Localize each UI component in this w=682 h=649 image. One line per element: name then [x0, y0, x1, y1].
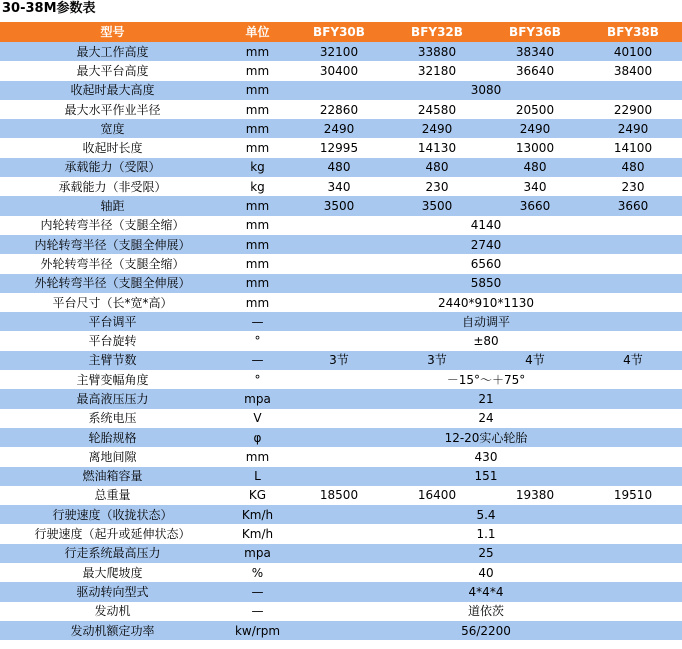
row-label: 内轮转弯半径（支腿全伸展） — [0, 235, 225, 254]
row-label: 最大工作高度 — [0, 42, 225, 61]
row-label: 内轮转弯半径（支腿全缩） — [0, 216, 225, 235]
table-row — [0, 505, 682, 524]
row-value: 230 — [388, 177, 486, 196]
row-value: 18500 — [290, 486, 388, 505]
row-label: 行走系统最高压力 — [0, 544, 225, 563]
table-row — [0, 409, 682, 428]
row-value-span: 151 — [290, 467, 682, 486]
row-label: 轴距 — [0, 196, 225, 215]
row-value: 230 — [584, 177, 682, 196]
row-value-span: －15°～＋75° — [290, 370, 682, 389]
row-label: 发动机 — [0, 602, 225, 621]
table-row — [0, 524, 682, 543]
row-value-span: ±80 — [290, 331, 682, 350]
row-value-span: 430 — [290, 447, 682, 466]
table-row — [0, 61, 682, 80]
row-value: 480 — [584, 158, 682, 177]
table-row — [0, 351, 682, 370]
row-unit: kw/rpm — [225, 621, 290, 640]
table-row — [0, 196, 682, 215]
table-row — [0, 331, 682, 350]
row-value-span: 2440*910*1130 — [290, 293, 682, 312]
row-unit: mm — [225, 196, 290, 215]
row-value: 4节 — [584, 351, 682, 370]
row-label: 行驶速度（起升或延伸状态） — [0, 524, 225, 543]
row-value: 2490 — [290, 119, 388, 138]
row-value: 12995 — [290, 138, 388, 157]
row-label: 最高液压压力 — [0, 389, 225, 408]
row-unit: mm — [225, 216, 290, 235]
row-value-span: 40 — [290, 563, 682, 582]
header-bfy30b: BFY30B — [290, 22, 388, 42]
table-row — [0, 293, 682, 312]
row-value: 3500 — [290, 196, 388, 215]
row-value-span: 4140 — [290, 216, 682, 235]
table-row — [0, 138, 682, 157]
table-row — [0, 621, 682, 640]
header-bfy38b: BFY38B — [584, 22, 682, 42]
row-label: 外轮转弯半径（支腿全伸展） — [0, 274, 225, 293]
table-row — [0, 486, 682, 505]
row-unit: kg — [225, 158, 290, 177]
row-unit: φ — [225, 428, 290, 447]
row-value: 30400 — [290, 61, 388, 80]
table-row — [0, 602, 682, 621]
table-row — [0, 119, 682, 138]
table-row — [0, 312, 682, 331]
table-row — [0, 158, 682, 177]
table-row — [0, 42, 682, 61]
row-value: 20500 — [486, 100, 584, 119]
row-value-span: 5.4 — [290, 505, 682, 524]
table-row — [0, 428, 682, 447]
row-value: 2490 — [584, 119, 682, 138]
row-value-span: 21 — [290, 389, 682, 408]
row-label: 总重量 — [0, 486, 225, 505]
table-row — [0, 81, 682, 100]
row-label: 最大爬坡度 — [0, 563, 225, 582]
row-value: 38400 — [584, 61, 682, 80]
row-value-span: 24 — [290, 409, 682, 428]
row-value: 36640 — [486, 61, 584, 80]
row-label: 离地间隙 — [0, 447, 225, 466]
row-unit: mm — [225, 61, 290, 80]
row-unit: mm — [225, 447, 290, 466]
table-row — [0, 447, 682, 466]
row-label: 宽度 — [0, 119, 225, 138]
row-value: 13000 — [486, 138, 584, 157]
table-row — [0, 100, 682, 119]
table-row — [0, 389, 682, 408]
row-value: 33880 — [388, 42, 486, 61]
row-unit: KG — [225, 486, 290, 505]
header-row — [0, 22, 682, 42]
row-unit: mm — [225, 274, 290, 293]
row-label: 驱动转向型式 — [0, 582, 225, 601]
row-value-span: 56/2200 — [290, 621, 682, 640]
row-value-span: 6560 — [290, 254, 682, 273]
row-value-span: 1.1 — [290, 524, 682, 543]
row-label: 外轮转弯半径（支腿全缩） — [0, 254, 225, 273]
row-value: 19380 — [486, 486, 584, 505]
row-value: 19510 — [584, 486, 682, 505]
table-row — [0, 177, 682, 196]
row-label: 主臂变幅角度 — [0, 370, 225, 389]
row-value-span: 3080 — [290, 81, 682, 100]
row-value-span: 道依茨 — [290, 602, 682, 621]
row-unit: — — [225, 312, 290, 331]
table-row — [0, 370, 682, 389]
row-value: 2490 — [388, 119, 486, 138]
row-label: 最大水平作业半径 — [0, 100, 225, 119]
row-unit: ° — [225, 331, 290, 350]
row-label: 发动机额定功率 — [0, 621, 225, 640]
row-unit: kg — [225, 177, 290, 196]
table-row — [0, 467, 682, 486]
row-unit: mm — [225, 138, 290, 157]
row-value: 3660 — [486, 196, 584, 215]
row-label: 主臂节数 — [0, 351, 225, 370]
row-value: 2490 — [486, 119, 584, 138]
row-label: 行驶速度（收拢状态） — [0, 505, 225, 524]
row-value: 16400 — [388, 486, 486, 505]
row-value: 22900 — [584, 100, 682, 119]
row-unit: mpa — [225, 544, 290, 563]
row-value-span: 2740 — [290, 235, 682, 254]
row-label: 平台尺寸（长*宽*高） — [0, 293, 225, 312]
row-value: 4节 — [486, 351, 584, 370]
row-unit: mm — [225, 42, 290, 61]
row-unit: % — [225, 563, 290, 582]
row-unit: Km/h — [225, 505, 290, 524]
row-unit: — — [225, 351, 290, 370]
row-value: 14130 — [388, 138, 486, 157]
row-label: 平台旋转 — [0, 331, 225, 350]
row-unit: — — [225, 582, 290, 601]
row-label: 系统电压 — [0, 409, 225, 428]
row-value: 32100 — [290, 42, 388, 61]
row-label: 收起时最大高度 — [0, 81, 225, 100]
row-value-span: 5850 — [290, 274, 682, 293]
row-label: 燃油箱容量 — [0, 467, 225, 486]
table-row — [0, 235, 682, 254]
table-row — [0, 563, 682, 582]
row-value: 22860 — [290, 100, 388, 119]
row-value-span: 25 — [290, 544, 682, 563]
row-label: 平台调平 — [0, 312, 225, 331]
header-unit: 单位 — [225, 22, 290, 42]
row-label: 承载能力（受限） — [0, 158, 225, 177]
row-value-span: 自动调平 — [290, 312, 682, 331]
table-row — [0, 254, 682, 273]
row-value: 480 — [486, 158, 584, 177]
row-unit: ° — [225, 370, 290, 389]
row-value: 340 — [290, 177, 388, 196]
header-model: 型号 — [0, 22, 225, 42]
row-unit: mm — [225, 254, 290, 273]
row-label: 轮胎规格 — [0, 428, 225, 447]
row-unit: mm — [225, 235, 290, 254]
row-label: 最大平台高度 — [0, 61, 225, 80]
row-label: 收起时长度 — [0, 138, 225, 157]
table-row — [0, 274, 682, 293]
row-unit: mpa — [225, 389, 290, 408]
row-value: 40100 — [584, 42, 682, 61]
table-row — [0, 544, 682, 563]
header-bfy36b: BFY36B — [486, 22, 584, 42]
row-unit: V — [225, 409, 290, 428]
row-unit: — — [225, 602, 290, 621]
row-value: 3节 — [388, 351, 486, 370]
row-value: 14100 — [584, 138, 682, 157]
row-value: 3500 — [388, 196, 486, 215]
row-value: 340 — [486, 177, 584, 196]
row-value-span: 12-20实心轮胎 — [290, 428, 682, 447]
row-unit: mm — [225, 119, 290, 138]
spec-table — [0, 22, 682, 640]
row-value: 480 — [388, 158, 486, 177]
page-title: 30-38M参数表 — [2, 1, 96, 16]
row-value: 3节 — [290, 351, 388, 370]
row-unit: mm — [225, 81, 290, 100]
row-label: 承载能力（非受限） — [0, 177, 225, 196]
row-unit: mm — [225, 293, 290, 312]
row-value: 480 — [290, 158, 388, 177]
row-value: 32180 — [388, 61, 486, 80]
row-unit: mm — [225, 100, 290, 119]
row-value-span: 4*4*4 — [290, 582, 682, 601]
header-bfy32b: BFY32B — [388, 22, 486, 42]
table-body — [0, 42, 682, 640]
row-unit: L — [225, 467, 290, 486]
row-unit: Km/h — [225, 524, 290, 543]
table-row — [0, 216, 682, 235]
table-row — [0, 582, 682, 601]
row-value: 24580 — [388, 100, 486, 119]
table-header — [0, 22, 682, 42]
row-value: 38340 — [486, 42, 584, 61]
row-value: 3660 — [584, 196, 682, 215]
